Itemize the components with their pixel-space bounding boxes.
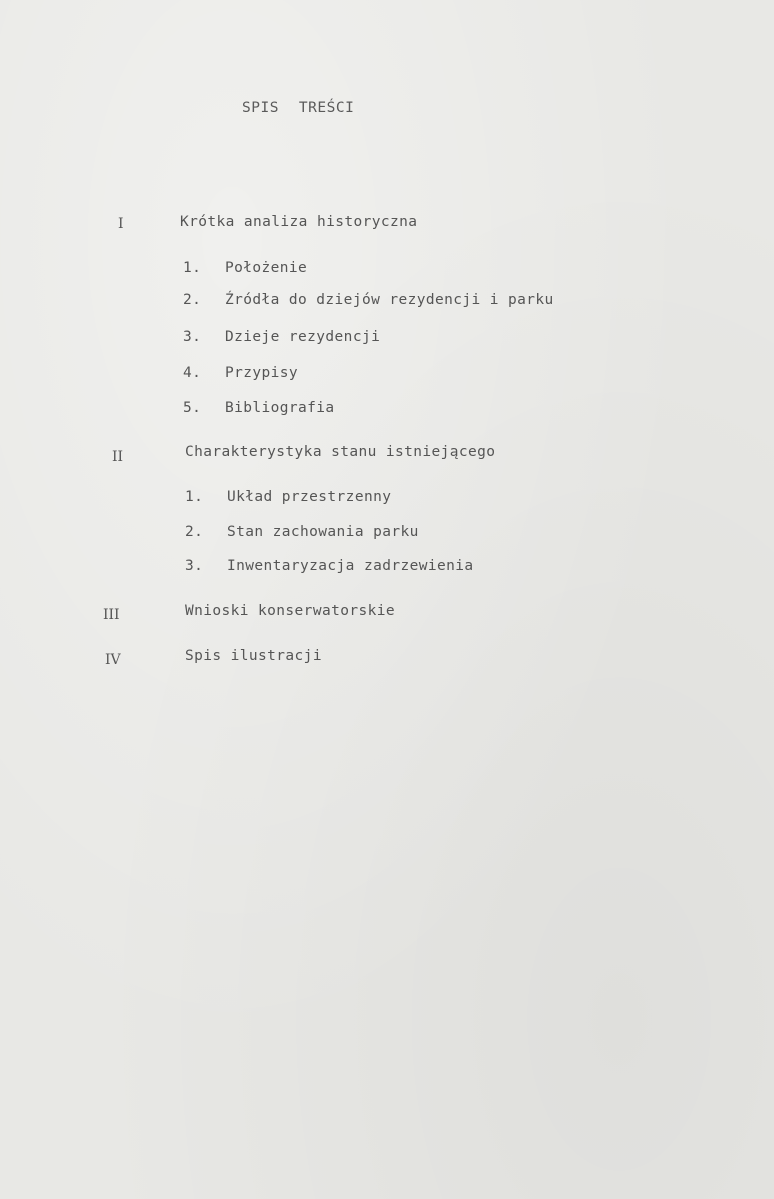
toc-item-text: Układ przestrzenny (227, 489, 392, 505)
page-title (242, 100, 354, 116)
section-3-numeral: III (103, 607, 120, 623)
toc-item-number: 2. (185, 524, 204, 540)
toc-item-text: Położenie (225, 260, 308, 276)
toc-item-text: Dzieje rezydencji (225, 329, 381, 345)
toc-item (183, 400, 335, 416)
toc-item-text: Przypisy (225, 365, 299, 381)
toc-item-number: 5. (183, 400, 202, 416)
toc-item (183, 329, 380, 345)
toc-item-number: 4. (183, 365, 202, 381)
toc-item-text: Stan zachowania parku (227, 524, 419, 540)
section-1-numeral: I (118, 216, 124, 232)
toc-item-text: Źródła do dziejów rezydencji i parku (225, 292, 554, 308)
toc-item-number: 2. (183, 292, 202, 308)
section-2-numeral: II (112, 449, 124, 465)
section-2-title: Charakterystyka stanu istniejącego (185, 444, 496, 460)
toc-item (183, 365, 298, 381)
toc-item (185, 524, 419, 540)
toc-item-text: Inwentaryzacja zadrzewienia (227, 558, 474, 574)
toc-item-number: 1. (183, 260, 202, 276)
toc-item-text: Bibliografia (225, 400, 335, 416)
toc-item (185, 558, 474, 574)
section-3-title: Wnioski konserwatorskie (185, 603, 395, 619)
toc-item-number: 1. (185, 489, 204, 505)
toc-item (185, 489, 391, 505)
section-1-title: Krótka analiza historyczna (180, 214, 418, 230)
section-4-numeral: IV (105, 652, 121, 668)
toc-item (183, 260, 307, 276)
title-word-tresci: TREŚCI (298, 100, 355, 116)
toc-item-number: 3. (185, 558, 204, 574)
toc-item-number: 3. (183, 329, 202, 345)
toc-item (183, 292, 554, 308)
title-word-spis: SPIS (242, 100, 279, 116)
section-4-title: Spis ilustracji (185, 648, 322, 664)
